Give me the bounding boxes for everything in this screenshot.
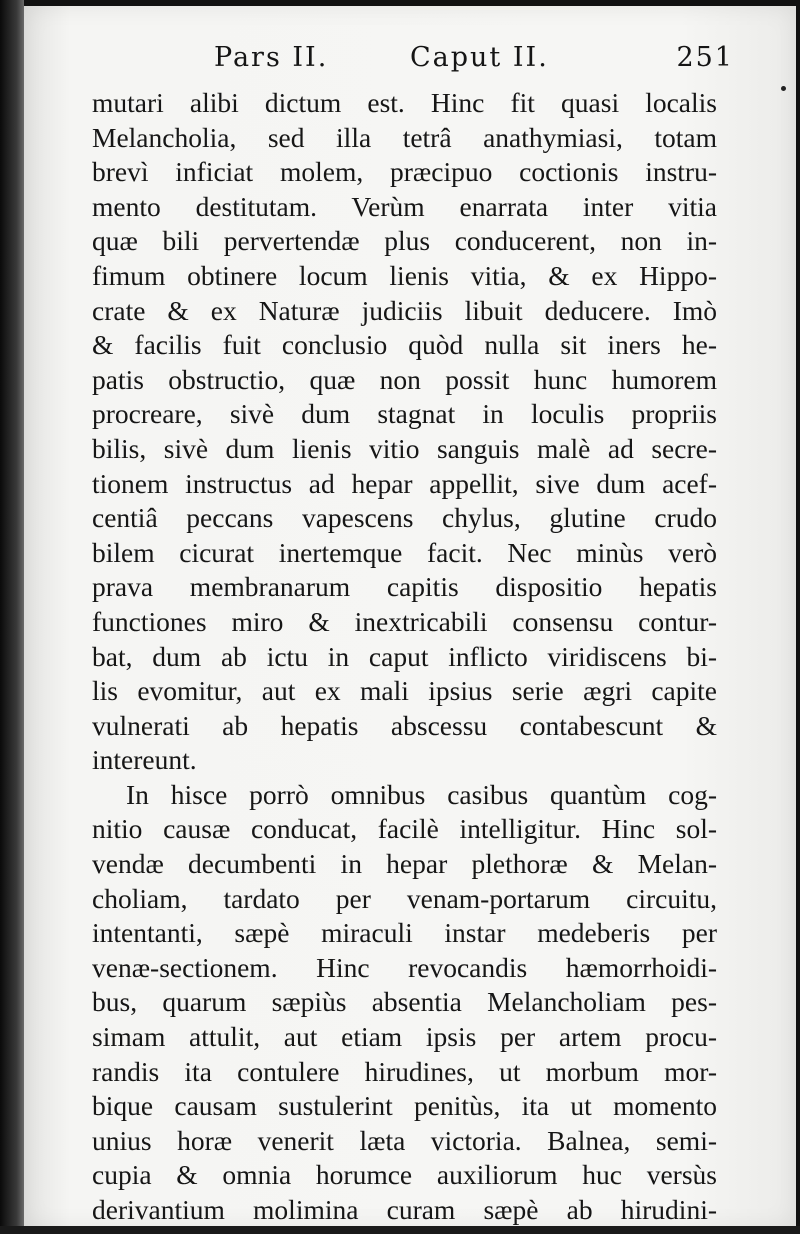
- text-line: prava membranarum capitis dispositio hepatis: [92, 571, 717, 603]
- text-line: derivantium molimina curam sæpè ab hirudini-: [92, 1194, 717, 1225]
- text-line: mutari alibi dictum est. Hinc fit quasi localis: [92, 87, 717, 118]
- text-line: functiones miro & inextricabili consensu contur-: [92, 605, 717, 637]
- text-line: bilis, sivè dum lienis vitio sanguis malè ad secre-: [92, 432, 717, 464]
- text-line: fimum obtinere locum lienis vitia, & ex Hippo-: [92, 259, 717, 291]
- text-line: intereunt.: [92, 744, 197, 776]
- text-line: choliam, tardato per venam-portarum circuitu,: [92, 882, 717, 914]
- text-line: quæ bili pervertendæ plus conducerent, non in-: [92, 225, 717, 257]
- text-line: vulnerati ab hepatis abscessu contabescunt &: [92, 709, 717, 741]
- text-line: tionem instructus ad hepar appellit, sive dum acef-: [92, 467, 717, 499]
- text-line: bique causam sustulerint penitùs, ita ut momento: [92, 1090, 717, 1122]
- text-line: patis obstructio, quæ non possit hunc humorem: [92, 363, 717, 395]
- text-line: venæ-sectionem. Hinc revocandis hæmorrhoidi-: [92, 951, 717, 983]
- text-line: brevì inficiat molem, præcipuo coctionis instru-: [92, 156, 717, 188]
- text-line: unius horæ venerit læta victoria. Balnea, semi-: [92, 1124, 717, 1156]
- page-bottom-edge: [0, 1226, 800, 1234]
- page-number: 251: [676, 42, 734, 73]
- ink-speck: [781, 86, 786, 91]
- text-line: simam attulit, aut etiam ipsis per artem procu-: [92, 1021, 717, 1053]
- binding-shadow: [0, 0, 24, 1234]
- text-line: bilem cicurat inertemque facit. Nec minùs verò: [92, 536, 717, 568]
- text-line: intentanti, sæpè miraculi instar medeberis per: [92, 917, 717, 949]
- paragraph-1: [92, 86, 717, 778]
- text-line: procreare, sivè dum stagnat in loculis propriis: [92, 398, 717, 430]
- text-line: centiâ peccans vapescens chylus, glutine crudo: [92, 502, 717, 534]
- text-line: nitio causæ conducat, facilè intelligitur. Hinc sol-: [92, 813, 717, 845]
- text-line: bat, dum ab ictu in caput inflicto viridiscens bi-: [92, 640, 717, 672]
- text-line: vendæ decumbenti in hepar plethoræ & Melan-: [92, 848, 717, 880]
- body-text: [92, 86, 717, 1228]
- text-line: crate & ex Naturæ judiciis libuit deducere. Imò: [92, 294, 717, 326]
- text-line: cupia & omnia horumce auxiliorum huc versùs: [92, 1159, 717, 1191]
- paragraph-2: [92, 778, 717, 1228]
- text-line: Melancholia, sed illa tetrâ anathymiasi, totam: [92, 121, 717, 153]
- text-line: & facilis fuit conclusio quòd nulla sit iners he-: [92, 329, 717, 361]
- text-line: randis ita contulere hirudines, ut morbum mor-: [92, 1055, 717, 1087]
- text-line: lis evomitur, aut ex mali ipsius serie ægri capite: [92, 675, 717, 707]
- running-head: [214, 42, 734, 82]
- text-line: bus, quarum sæpiùs absentia Melancholiam pes-: [92, 986, 717, 1018]
- text-line: mento destitutam. Verùm enarrata inter vitia: [92, 190, 717, 222]
- text-line: In hisce porrò omnibus casibus quantùm cog-: [126, 778, 717, 810]
- running-head-chapter: Caput II.: [410, 42, 549, 73]
- running-head-part: Pars II.: [214, 42, 329, 73]
